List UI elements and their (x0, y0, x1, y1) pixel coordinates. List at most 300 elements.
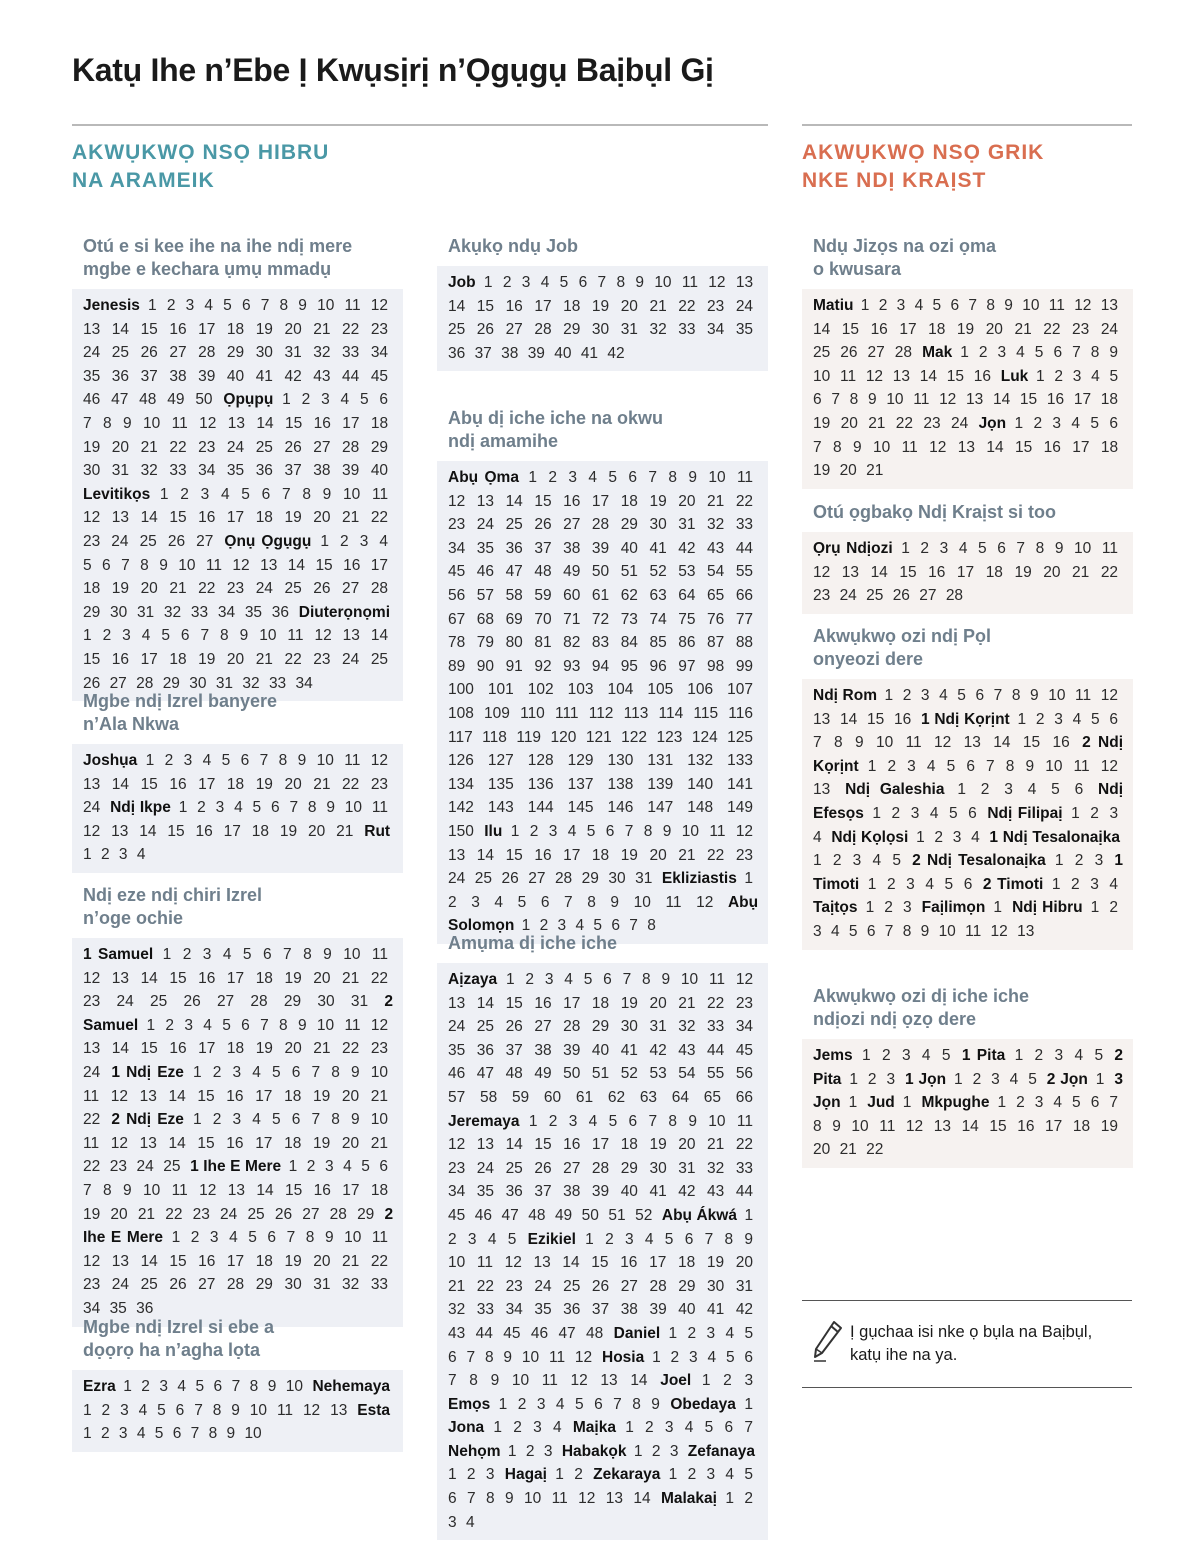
chapter-number[interactable]: 1 (145, 752, 155, 769)
chapter-number[interactable]: 13 (957, 438, 975, 456)
chapter-number[interactable]: 4 (204, 297, 214, 314)
chapter-number[interactable]: 18 (985, 563, 1003, 581)
chapter-number[interactable]: 21 (342, 969, 360, 987)
chapter-number[interactable]: 17 (226, 1252, 245, 1270)
chapter-number[interactable]: 20 (678, 492, 696, 510)
chapter-number[interactable]: 1 (159, 485, 169, 503)
chapter-number[interactable]: 20 (308, 822, 326, 840)
chapter-number[interactable]: 37 (140, 367, 158, 385)
chapter-number[interactable]: 11 (551, 1490, 568, 1508)
chapter-number[interactable]: 8 (668, 1112, 678, 1130)
chapter-number[interactable]: 18 (83, 580, 101, 598)
chapter-number[interactable]: 46 (474, 1206, 492, 1224)
chapter-number[interactable]: 138 (607, 775, 634, 793)
chapter-number[interactable]: 2 (920, 540, 930, 557)
chapter-number[interactable]: 11 (287, 627, 304, 645)
chapter-number[interactable]: 10 (511, 1372, 530, 1390)
chapter-number[interactable]: 38 (563, 1183, 581, 1201)
chapter-number[interactable]: 12 (735, 971, 754, 988)
chapter-number[interactable]: 20 (840, 414, 858, 432)
chapter-number[interactable]: 12 (939, 391, 957, 409)
chapter-number[interactable]: 38 (534, 1041, 552, 1059)
chapter-number[interactable]: 46 (83, 391, 101, 409)
chapter-number[interactable]: 2 (1109, 899, 1118, 917)
chapter-number[interactable]: 1 (1090, 899, 1100, 917)
chapter-number[interactable]: 14 (140, 509, 158, 527)
chapter-number[interactable]: 25 (163, 1158, 181, 1176)
chapter-number[interactable]: 1 (83, 846, 92, 864)
chapter-number[interactable]: 28 (226, 1276, 245, 1294)
chapter-number[interactable]: 2 (525, 971, 534, 988)
chapter-number[interactable]: 14 (448, 297, 466, 315)
chapter-number[interactable]: 23 (707, 297, 725, 315)
chapter-number[interactable]: 11 (879, 1117, 896, 1135)
chapter-number[interactable]: 47 (476, 1065, 495, 1083)
chapter-number[interactable]: 3 (744, 1372, 754, 1390)
chapter-number[interactable]: 3 (896, 297, 906, 314)
chapter-number[interactable]: 12 (574, 1348, 593, 1366)
chapter-number[interactable]: 46 (448, 1065, 466, 1083)
chapter-number[interactable]: 80 (505, 634, 523, 652)
chapter-number[interactable]: 4 (926, 757, 936, 775)
chapter-number[interactable]: 25 (247, 1205, 265, 1223)
chapter-number[interactable]: 4 (1009, 1070, 1019, 1088)
chapter-number[interactable]: 9 (490, 1372, 500, 1390)
chapter-number[interactable]: 24 (111, 532, 129, 550)
chapter-number[interactable]: 131 (647, 752, 674, 770)
chapter-number[interactable]: 39 (527, 344, 545, 362)
chapter-number[interactable]: 5 (507, 1230, 517, 1248)
chapter-number[interactable]: 5 (559, 274, 569, 291)
chapter-number[interactable]: 11 (541, 1372, 558, 1390)
chapter-number[interactable]: 15 (169, 1252, 187, 1270)
chapter-number[interactable]: 70 (534, 610, 552, 628)
chapter-number[interactable]: 4 (222, 946, 232, 963)
chapter-number[interactable]: 16 (343, 556, 361, 574)
chapter-number[interactable]: 49 (554, 1206, 573, 1224)
chapter-number[interactable]: 24 (83, 799, 101, 817)
chapter-number[interactable]: 21 (313, 775, 331, 793)
chapter-number[interactable]: 5 (608, 469, 617, 486)
chapter-number[interactable]: 15 (476, 297, 495, 315)
chapter-number[interactable]: 5 (725, 1348, 735, 1366)
chapter-number[interactable]: 2 (1054, 367, 1064, 385)
chapter-number[interactable]: 66 (735, 586, 754, 604)
chapter-number[interactable]: 11 (1073, 757, 1090, 775)
chapter-number[interactable]: 28 (591, 516, 610, 534)
chapter-number[interactable]: 25 (448, 321, 466, 339)
chapter-number[interactable]: 2 (517, 1395, 527, 1413)
chapter-number[interactable]: 9 (1109, 344, 1118, 362)
chapter-number[interactable]: 33 (370, 1276, 389, 1294)
chapter-number[interactable]: 10 (370, 1063, 389, 1081)
chapter-number[interactable]: 33 (476, 1301, 495, 1319)
chapter-number[interactable]: 8 (140, 556, 149, 574)
chapter-number[interactable]: 12 (83, 509, 101, 527)
chapter-number[interactable]: 27 (528, 870, 546, 888)
chapter-number[interactable]: 18 (620, 1136, 638, 1154)
chapter-number[interactable]: 1 (507, 1442, 517, 1460)
chapter-number[interactable]: 8 (1011, 687, 1021, 704)
chapter-number[interactable]: 22 (342, 320, 360, 338)
chapter-number[interactable]: 5 (221, 752, 231, 769)
chapter-number[interactable]: 27 (867, 344, 885, 362)
chapter-number[interactable]: 15 (169, 509, 187, 527)
chapter-number[interactable]: 12 (934, 734, 952, 752)
chapter-number[interactable]: 30 (317, 993, 335, 1011)
chapter-number[interactable]: 3 (521, 274, 531, 291)
chapter-number[interactable]: 24 (116, 993, 134, 1011)
chapter-number[interactable]: 4 (939, 687, 948, 704)
chapter-number[interactable]: 20 (649, 994, 667, 1012)
chapter-number[interactable]: 17 (563, 994, 581, 1012)
chapter-number[interactable]: 9 (323, 946, 332, 963)
chapter-number[interactable]: 23 (735, 994, 754, 1012)
chapter-number[interactable]: 4 (914, 297, 924, 314)
chapter-number[interactable]: 31 (313, 1276, 331, 1294)
chapter-number[interactable]: 1 (848, 1094, 858, 1112)
chapter-number[interactable]: 4 (1016, 344, 1025, 362)
chapter-number[interactable]: 116 (728, 704, 753, 722)
chapter-number[interactable]: 59 (534, 586, 552, 604)
chapter-number[interactable]: 22 (198, 580, 216, 598)
chapter-number[interactable]: 37 (591, 1301, 610, 1319)
chapter-number[interactable]: 110 (520, 704, 545, 722)
chapter-number[interactable]: 4 (555, 1395, 565, 1413)
chapter-number[interactable]: 15 (867, 710, 885, 728)
chapter-number[interactable]: 20 (111, 438, 130, 456)
chapter-number[interactable]: 2 (100, 846, 110, 864)
chapter-number[interactable]: 38 (620, 1301, 638, 1319)
chapter-number[interactable]: 13 (813, 710, 831, 728)
chapter-number[interactable]: 10 (316, 1016, 335, 1034)
chapter-number[interactable]: 3 (813, 922, 822, 940)
chapter-number[interactable]: 31 (649, 1018, 667, 1036)
chapter-number[interactable]: 29 (563, 321, 581, 339)
chapter-number[interactable]: 29 (226, 344, 245, 362)
chapter-number[interactable]: 16 (111, 650, 130, 668)
chapter-number[interactable]: 11 (344, 752, 361, 769)
chapter-number[interactable]: 4 (575, 917, 585, 935)
chapter-number[interactable]: 25 (474, 870, 492, 888)
chapter-number[interactable]: 142 (448, 799, 474, 817)
chapter-number[interactable]: 5 (944, 875, 954, 893)
chapter-number[interactable]: 11 (371, 799, 388, 817)
chapter-number[interactable]: 115 (693, 704, 719, 722)
chapter-number[interactable]: 4 (971, 828, 980, 846)
chapter-number[interactable]: 7 (448, 1372, 457, 1390)
chapter-number[interactable]: 19 (1100, 1117, 1118, 1135)
chapter-number[interactable]: 14 (111, 320, 130, 338)
chapter-number[interactable]: 19 (284, 509, 302, 527)
chapter-number[interactable]: 18 (563, 297, 581, 315)
chapter-number[interactable]: 124 (691, 728, 718, 746)
chapter-number[interactable]: 18 (255, 509, 273, 527)
chapter-number[interactable]: 55 (707, 1065, 725, 1083)
chapter-number[interactable]: 12 (110, 1087, 128, 1105)
chapter-number[interactable]: 14 (870, 563, 888, 581)
chapter-number[interactable]: 64 (671, 1088, 690, 1106)
chapter-number[interactable]: 22 (735, 492, 754, 510)
chapter-number[interactable]: 14 (476, 994, 495, 1012)
chapter-number[interactable]: 3 (543, 1442, 553, 1460)
chapter-number[interactable]: 1 (1014, 414, 1024, 432)
chapter-number[interactable]: 3 (920, 687, 930, 704)
chapter-number[interactable]: 3 (359, 532, 369, 550)
chapter-number[interactable]: 58 (505, 586, 523, 604)
chapter-number[interactable]: 46 (476, 563, 495, 581)
chapter-number[interactable]: 2 (306, 1158, 316, 1176)
chapter-number[interactable]: 43 (707, 1183, 725, 1201)
chapter-number[interactable]: 23 (370, 1040, 389, 1058)
chapter-number[interactable]: 19 (649, 492, 667, 510)
chapter-number[interactable]: 50 (563, 1065, 581, 1083)
chapter-number[interactable]: 10 (851, 1117, 869, 1135)
chapter-number[interactable]: 25 (370, 650, 389, 668)
chapter-number[interactable]: 129 (567, 752, 594, 770)
chapter-number[interactable]: 67 (448, 610, 466, 628)
chapter-number[interactable]: 8 (208, 1425, 218, 1443)
chapter-number[interactable]: 3 (991, 1070, 1000, 1088)
chapter-number[interactable]: 15 (1022, 734, 1041, 752)
chapter-number[interactable]: 3 (159, 1378, 168, 1395)
chapter-number[interactable]: 21 (707, 1136, 725, 1154)
chapter-number[interactable]: 2 (166, 297, 176, 314)
chapter-number[interactable]: 11 (1101, 540, 1118, 557)
chapter-number[interactable]: 2 (101, 1401, 111, 1419)
chapter-number[interactable]: 23 (83, 532, 101, 550)
chapter-number[interactable]: 22 (735, 1136, 754, 1154)
chapter-number[interactable]: 2 (1035, 710, 1045, 728)
chapter-number[interactable]: 2 (548, 1112, 558, 1130)
chapter-number[interactable]: 22 (1043, 320, 1061, 338)
chapter-number[interactable]: 22 (165, 1205, 183, 1223)
chapter-number[interactable]: 3 (1090, 875, 1099, 893)
chapter-number[interactable]: 4 (177, 1378, 186, 1395)
chapter-number[interactable]: 13 (476, 1136, 495, 1154)
chapter-number[interactable]: 144 (527, 799, 554, 817)
chapter-number[interactable]: 18 (1072, 1117, 1091, 1135)
chapter-number[interactable]: 11 (913, 391, 930, 409)
chapter-number[interactable]: 49 (534, 1065, 552, 1083)
chapter-number[interactable]: 1 (993, 899, 1003, 917)
chapter-number[interactable]: 11 (171, 1181, 188, 1199)
chapter-number[interactable]: 9 (1025, 757, 1035, 775)
chapter-number[interactable]: 35 (735, 321, 754, 339)
chapter-number[interactable]: 16 (870, 320, 888, 338)
chapter-number[interactable]: 26 (892, 587, 910, 605)
chapter-number[interactable]: 23 (505, 1277, 523, 1295)
chapter-number[interactable]: 60 (563, 586, 581, 604)
chapter-number[interactable]: 19 (279, 822, 298, 840)
chapter-number[interactable]: 29 (591, 1018, 610, 1036)
chapter-number[interactable]: 12 (83, 969, 101, 987)
chapter-number[interactable]: 36 (505, 1183, 523, 1201)
chapter-number[interactable]: 43 (678, 1041, 696, 1059)
chapter-number[interactable]: 35 (476, 539, 495, 557)
chapter-number[interactable]: 24 (476, 1159, 495, 1177)
chapter-number[interactable]: 23 (448, 516, 466, 534)
chapter-number[interactable]: 23 (370, 775, 389, 793)
chapter-number[interactable]: 9 (297, 1016, 307, 1034)
chapter-number[interactable]: 1 (83, 1425, 92, 1443)
chapter-number[interactable]: 32 (707, 1159, 725, 1177)
chapter-number[interactable]: 3 (706, 1466, 716, 1484)
chapter-number[interactable]: 24 (448, 1018, 466, 1036)
chapter-number[interactable]: 42 (607, 344, 625, 362)
chapter-number[interactable]: 34 (735, 1018, 754, 1036)
chapter-number[interactable]: 10 (654, 274, 672, 291)
chapter-number[interactable]: 2 (102, 627, 112, 645)
chapter-number[interactable]: 57 (476, 586, 495, 604)
chapter-number[interactable]: 8 (484, 1348, 494, 1366)
chapter-number[interactable]: 7 (289, 799, 299, 817)
chapter-number[interactable]: 26 (534, 1159, 552, 1177)
chapter-number[interactable]: 2 (867, 1070, 877, 1088)
chapter-number[interactable]: 20 (649, 846, 667, 864)
chapter-number[interactable]: 9 (610, 893, 620, 911)
chapter-number[interactable]: 10 (343, 485, 361, 503)
chapter-number[interactable]: 3 (485, 1466, 495, 1484)
chapter-number[interactable]: 42 (284, 367, 302, 385)
chapter-number[interactable]: 91 (505, 657, 523, 675)
chapter-number[interactable]: 21 (866, 462, 884, 480)
chapter-number[interactable]: 5 (704, 1419, 714, 1437)
chapter-number[interactable]: 31 (678, 1159, 696, 1177)
chapter-number[interactable]: 26 (167, 532, 186, 550)
chapter-number[interactable]: 21 (169, 580, 187, 598)
chapter-number[interactable]: 43 (707, 539, 725, 557)
chapter-number[interactable]: 57 (448, 1088, 466, 1106)
chapter-number[interactable]: 2 (934, 828, 944, 846)
chapter-number[interactable]: 5 (272, 1063, 281, 1081)
chapter-number[interactable]: 32 (140, 462, 158, 480)
chapter-number[interactable]: 5 (517, 893, 527, 911)
chapter-number[interactable]: 15 (315, 556, 333, 574)
chapter-number[interactable]: 10 (1074, 540, 1092, 557)
chapter-number[interactable]: 9 (159, 556, 168, 574)
chapter-number[interactable]: 10 (633, 893, 651, 911)
chapter-number[interactable]: 15 (284, 414, 303, 432)
chapter-number[interactable]: 11 (371, 1229, 388, 1247)
chapter-number[interactable]: 9 (688, 469, 697, 486)
chapter-number[interactable]: 62 (620, 586, 638, 604)
chapter-number[interactable]: 150 (448, 822, 474, 840)
chapter-number[interactable]: 38 (169, 367, 187, 385)
chapter-number[interactable]: 29 (283, 993, 302, 1011)
chapter-number[interactable]: 1 (498, 1395, 508, 1413)
chapter-number[interactable]: 1 (83, 627, 92, 645)
chapter-number[interactable]: 19 (83, 1205, 101, 1223)
chapter-number[interactable]: 8 (302, 485, 311, 503)
chapter-number[interactable]: 3 (1054, 710, 1063, 728)
chapter-number[interactable]: 10 (244, 1425, 262, 1443)
chapter-number[interactable]: 10 (886, 391, 904, 409)
chapter-number[interactable]: 8 (331, 1111, 340, 1129)
chapter-number[interactable]: 50 (581, 1206, 599, 1224)
chapter-number[interactable]: 44 (707, 1041, 725, 1059)
chapter-number[interactable]: 24 (1100, 320, 1119, 338)
chapter-number[interactable]: 108 (448, 704, 474, 722)
chapter-number[interactable]: 20 (284, 775, 302, 793)
chapter-number[interactable]: 45 (448, 563, 466, 581)
chapter-number[interactable]: 15 (1014, 438, 1033, 456)
chapter-number[interactable]: 4 (234, 799, 243, 817)
chapter-number[interactable]: 11 (548, 1348, 566, 1366)
chapter-number[interactable]: 12 (504, 1254, 522, 1272)
chapter-number[interactable]: 1 (668, 1324, 678, 1342)
chapter-number[interactable]: 4 (725, 1466, 735, 1484)
chapter-number[interactable]: 4 (830, 922, 840, 940)
chapter-number[interactable]: 28 (136, 674, 154, 692)
chapter-number[interactable]: 1 (510, 822, 520, 840)
chapter-number[interactable]: 6 (291, 1111, 301, 1129)
chapter-number[interactable]: 9 (662, 822, 672, 840)
chapter-number[interactable]: 143 (487, 799, 514, 817)
chapter-number[interactable]: 121 (585, 728, 612, 746)
chapter-number[interactable]: 27 (302, 1205, 320, 1223)
chapter-number[interactable]: 48 (528, 1206, 546, 1224)
chapter-number[interactable]: 3 (122, 627, 131, 645)
chapter-number[interactable]: 9 (651, 1395, 660, 1413)
chapter-number[interactable]: 22 (895, 414, 914, 432)
chapter-number[interactable]: 6 (975, 687, 985, 704)
chapter-number[interactable]: 53 (678, 563, 696, 581)
chapter-number[interactable]: 2 (212, 1111, 222, 1129)
chapter-number[interactable]: 3 (536, 1395, 546, 1413)
chapter-number[interactable]: 94 (591, 657, 610, 675)
chapter-number[interactable]: 5 (744, 1324, 754, 1342)
chapter-number[interactable]: 1 (901, 540, 910, 557)
chapter-number[interactable]: 4 (487, 1230, 497, 1248)
chapter-number[interactable]: 29 (162, 674, 180, 692)
chapter-number[interactable]: 33 (169, 462, 187, 480)
chapter-number[interactable]: 23 (109, 1158, 128, 1176)
chapter-number[interactable]: 11 (839, 367, 857, 385)
chapter-number[interactable]: 45 (370, 367, 389, 385)
chapter-number[interactable]: 21 (678, 994, 696, 1012)
chapter-number[interactable]: 14 (993, 734, 1011, 752)
chapter-number[interactable]: 12 (83, 1252, 101, 1270)
chapter-number[interactable]: 12 (708, 274, 726, 291)
chapter-number[interactable]: 8 (902, 922, 912, 940)
chapter-number[interactable]: 102 (527, 681, 554, 699)
chapter-number[interactable]: 5 (1094, 1047, 1104, 1064)
chapter-number[interactable]: 14 (256, 1181, 274, 1199)
chapter-number[interactable]: 9 (744, 1230, 754, 1248)
chapter-number[interactable]: 3 (852, 852, 862, 870)
chapter-number[interactable]: 3 (544, 971, 554, 988)
chapter-number[interactable]: 21 (370, 1134, 388, 1152)
chapter-number[interactable]: 26 (313, 580, 331, 598)
chapter-number[interactable]: 114 (658, 704, 684, 722)
chapter-number[interactable]: 10 (143, 1181, 161, 1199)
chapter-number[interactable]: 52 (620, 1065, 638, 1083)
chapter-number[interactable]: 13 (533, 1254, 551, 1272)
chapter-number[interactable]: 10 (344, 1229, 362, 1247)
chapter-number[interactable]: 4 (252, 1111, 261, 1129)
chapter-number[interactable]: 10 (521, 1348, 540, 1366)
chapter-number[interactable]: 10 (680, 971, 699, 988)
chapter-number[interactable]: 4 (588, 469, 597, 486)
chapter-number[interactable]: 5 (1072, 1094, 1081, 1112)
chapter-number[interactable]: 24 (136, 1158, 154, 1176)
chapter-number[interactable]: 40 (620, 539, 638, 557)
chapter-number[interactable]: 26 (284, 438, 302, 456)
chapter-number[interactable]: 16 (226, 1134, 244, 1152)
chapter-number[interactable]: 17 (226, 509, 245, 527)
chapter-number[interactable]: 1 (178, 799, 188, 817)
